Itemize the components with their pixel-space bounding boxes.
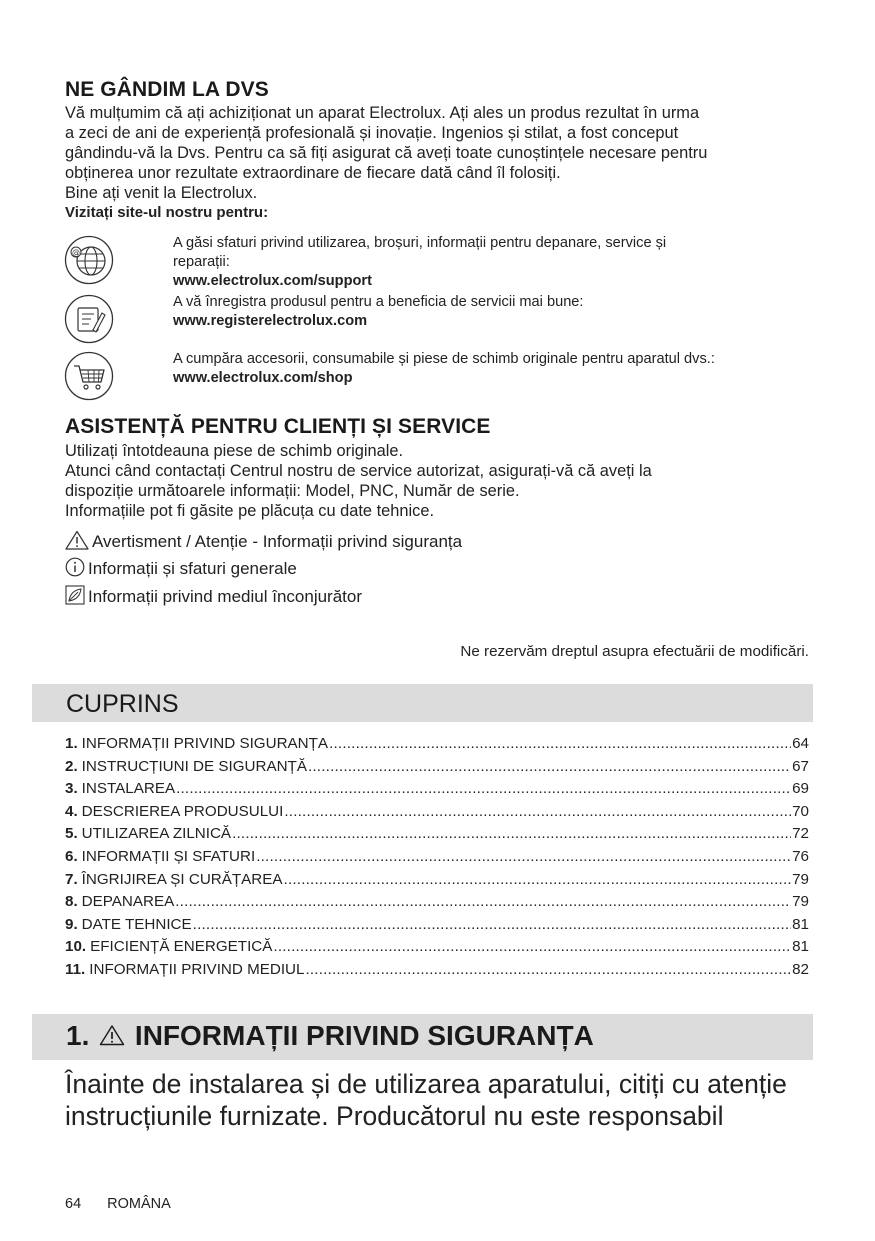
toc-item[interactable] — [65, 871, 809, 894]
legend-text: Informații privind mediul înconjurător — [88, 587, 363, 606]
legend-environment — [65, 585, 362, 608]
toc-item[interactable] — [65, 916, 809, 939]
toc-title: CUPRINS — [66, 690, 179, 718]
svg-text:@: @ — [72, 248, 80, 257]
intro-paragraph — [65, 103, 825, 223]
legend-info — [65, 557, 297, 580]
page-footer — [65, 1196, 193, 1212]
intro-line: gândindu-vă la Dvs. Pentru ca să fiți asigurat că aveți toate cunoștințele necesare pentru — [65, 144, 708, 162]
toc-page: 76 — [792, 847, 809, 865]
toc-leader — [308, 758, 791, 775]
globe-icon — [64, 235, 114, 285]
visit-text: A vă înregistra produsul pentru a beneficia de servicii mai bune: — [173, 294, 584, 310]
footer-language: ROMÂNA — [107, 1196, 171, 1212]
toc-leader — [284, 871, 792, 888]
cart-icon — [64, 351, 114, 401]
toc-label: ÎNGRIJIREA ȘI CURĂȚAREA — [81, 870, 283, 888]
toc-leader — [176, 780, 791, 797]
intro-line: obținerea unor rezultate extraordinare de fiecare dată când îl folosiți. — [65, 164, 561, 182]
visit-item-shop — [173, 350, 813, 388]
visit-item-register — [173, 293, 813, 331]
intro-line: Bine ați venit la Electrolux. — [65, 184, 258, 202]
visit-label: Vizitați site-ul nostru pentru: — [65, 204, 269, 221]
toc-leader — [232, 825, 791, 842]
leaf-icon — [65, 585, 85, 605]
toc-number: 8. — [65, 893, 78, 911]
toc-page: 81 — [792, 938, 809, 956]
toc-leader — [284, 803, 791, 820]
toc-page: 82 — [792, 960, 809, 978]
support-line: Informațiile pot fi găsite pe plăcuța cu date tehnice. — [65, 502, 435, 520]
toc-number: 4. — [65, 802, 78, 820]
toc-page: 67 — [792, 757, 809, 775]
page-number: 64 — [65, 1196, 82, 1212]
toc-leader — [175, 893, 791, 910]
toc-number: 1. — [65, 735, 78, 752]
toc-label: DATE TEHNICE — [81, 915, 192, 933]
toc-page: 70 — [792, 802, 809, 820]
toc-label: INSTALAREA — [81, 780, 176, 798]
safety-intro — [65, 1068, 825, 1132]
support-line: Atunci când contactați Centrul nostru de service autorizat, asigurați-vă că aveți la — [65, 462, 652, 480]
toc-number: 7. — [65, 870, 78, 888]
toc-item[interactable] — [65, 780, 809, 803]
toc-label: EFICIENȚĂ ENERGETICĂ — [90, 938, 273, 956]
toc-label: INFORMAȚII PRIVIND MEDIUL — [89, 960, 305, 978]
toc-number: 11. — [65, 960, 86, 978]
toc-leader — [273, 938, 791, 955]
warning-icon — [99, 1024, 125, 1046]
support-paragraph — [65, 441, 825, 521]
safety-title — [66, 1020, 594, 1052]
toc-leader — [329, 735, 791, 752]
safety-line: instrucțiunile furnizate. Producătorul nu este responsabil — [65, 1101, 724, 1131]
toc-item[interactable] — [65, 961, 809, 984]
visit-text: A găsi sfaturi privind utilizarea, broșuri, informații pentru depanare, service și — [173, 235, 667, 251]
toc-item[interactable] — [65, 735, 809, 758]
legend-text: Avertisment / Atenție - Informații privind siguranța — [92, 532, 463, 551]
toc-label: DEPANAREA — [81, 893, 175, 911]
intro-line: a zeci de ani de experiență profesională și inovație. Ingenios și stilat, a fost conceput — [65, 124, 679, 142]
safety-title-text: INFORMAȚII PRIVIND SIGURANȚA — [134, 1020, 594, 1051]
toc-item[interactable] — [65, 803, 809, 826]
legend-warning — [65, 530, 462, 553]
support-line: Utilizați întotdeauna piese de schimb originale. — [65, 442, 404, 460]
toc-label: INFORMAȚII ȘI SFATURI — [81, 847, 256, 865]
safety-line: Înainte de instalarea și de utilizarea aparatului, citiți cu atenție — [65, 1069, 787, 1099]
visit-text: A cumpăra accesorii, consumabile și piese de schimb originale pentru aparatul dvs.: — [173, 351, 715, 367]
warning-icon — [65, 530, 89, 550]
toc-number: 9. — [65, 915, 78, 933]
toc-item[interactable] — [65, 938, 809, 961]
toc-page: 72 — [792, 825, 809, 843]
rights-note: Ne rezervăm dreptul asupra efectuării de modificări. — [460, 643, 809, 660]
toc-item[interactable] — [65, 848, 809, 871]
toc-page: 64 — [792, 735, 809, 752]
table-of-contents — [65, 735, 809, 984]
toc-leader — [193, 916, 791, 933]
toc-leader — [256, 848, 791, 865]
toc-number: 10. — [65, 938, 87, 956]
support-link[interactable]: www.electrolux.com/support — [173, 273, 372, 289]
visit-item-support — [173, 234, 813, 291]
shop-link[interactable]: www.electrolux.com/shop — [173, 370, 353, 386]
support-title: ASISTENȚĂ PENTRU CLIENȚI ȘI SERVICE — [65, 415, 491, 438]
intro-title: NE GÂNDIM LA DVS — [65, 78, 269, 101]
visit-text: reparații: — [173, 254, 230, 270]
toc-number: 2. — [65, 757, 78, 775]
intro-line: Vă mulțumim că ați achiziționat un aparat Electrolux. Ați ales un produs rezultat în urma — [65, 104, 700, 122]
toc-page: 69 — [792, 780, 809, 798]
toc-label: UTILIZAREA ZILNICĂ — [81, 825, 232, 843]
register-icon — [64, 294, 114, 344]
toc-leader — [305, 961, 791, 978]
toc-page: 81 — [792, 915, 809, 933]
toc-item[interactable] — [65, 825, 809, 848]
legend-text: Informații și sfaturi generale — [88, 559, 297, 578]
toc-number: 3. — [65, 780, 78, 798]
toc-label: DESCRIEREA PRODUSULUI — [81, 802, 284, 820]
toc-page: 79 — [792, 893, 809, 911]
toc-item[interactable] — [65, 893, 809, 916]
toc-page: 79 — [792, 870, 809, 888]
toc-label: INSTRUCȚIUNI DE SIGURANȚĂ — [81, 757, 307, 775]
toc-label: INFORMAȚII PRIVIND SIGURANȚA — [81, 735, 329, 752]
safety-number: 1. — [66, 1020, 90, 1051]
register-link[interactable]: www.registerelectrolux.com — [173, 313, 368, 329]
info-icon — [65, 557, 85, 577]
toc-item[interactable] — [65, 758, 809, 781]
support-line: dispoziție următoarele informații: Model, PNC, Număr de serie. — [65, 482, 520, 500]
toc-number: 6. — [65, 847, 78, 865]
toc-number: 5. — [65, 825, 78, 843]
